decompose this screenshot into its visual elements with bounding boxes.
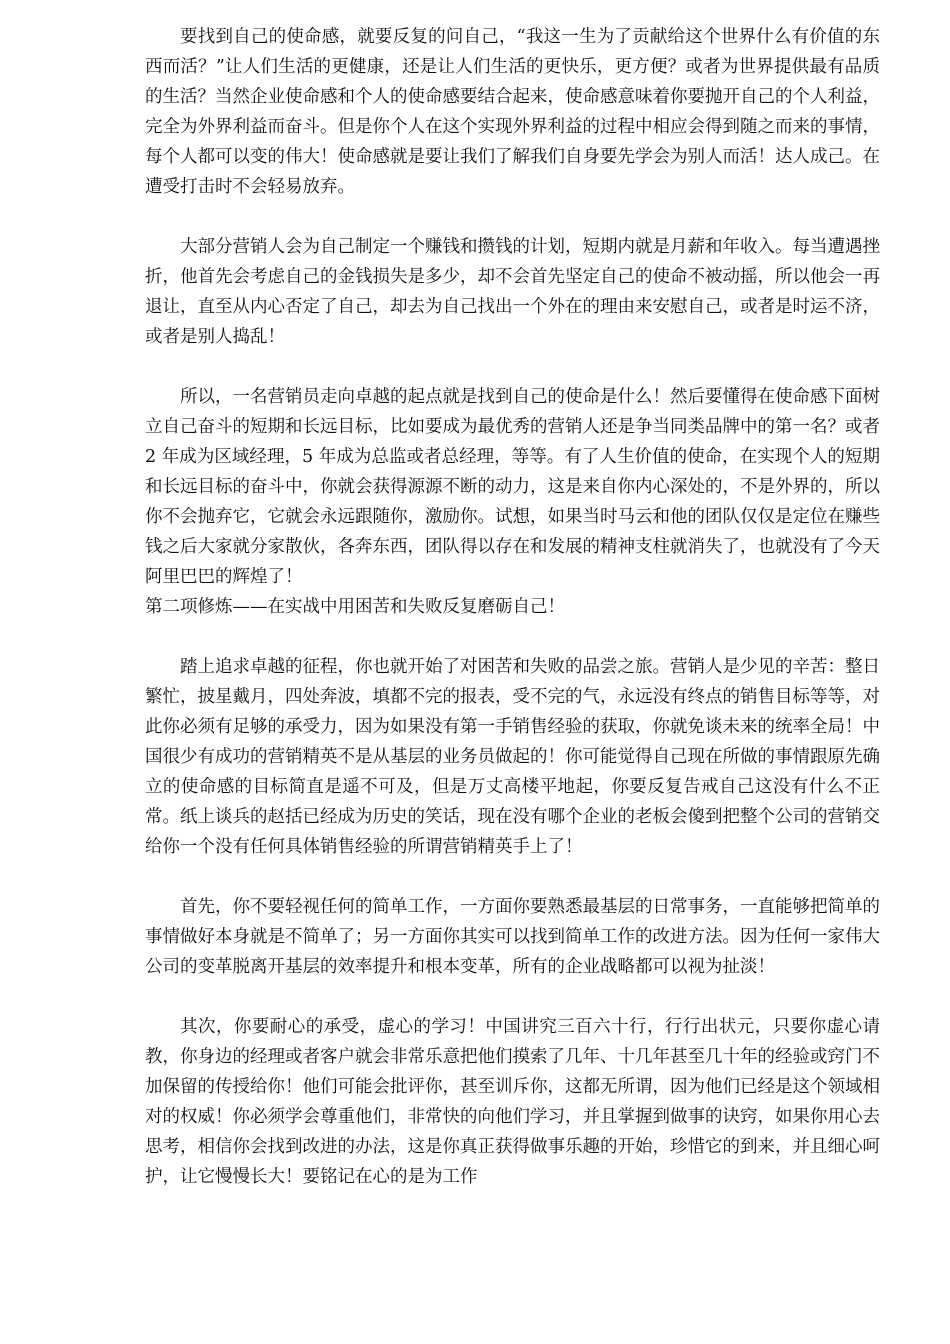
paragraph-money-plan: 大部分营销人会为自己制定一个赚钱和攒钱的计划，短期内就是月薪和年收入。每当遭遇挫折，他首先会考虑自己的金钱损失是多少，却不会首先坚定自己的使命不被动摇，所以他会一再退让，直至从内心否定了自己，却去为自己找出一个外在的理由来安慰自己，或者是时运不济，或者是别人捣乱！ <box>145 237 880 347</box>
paragraph-spacer <box>145 862 880 892</box>
paragraph-spacer <box>145 982 880 1012</box>
paragraph-starting-point: 所以，一名营销员走向卓越的起点就是找到自己的使命是什么！然后要懂得在使命感下面树立自己奋斗的短期和长远目标，比如要成为最优秀的营销人还是争当同类品牌中的第一名？或者 2 年成为区域经理，5 年成为总监或者总经理，等等。有了人生价值的使命，在实现个人的短期和长远目标的奋斗中，你就会获得源源不断的动力，这是来自你内心深处的，不是外界的，所以你不会抛弃它，它就会永远跟随你，激励你。试想，如果当时马云和他的团队仅仅是定位在赚些钱之后大家就分家散伙，各奔东西，团队得以存在和发展的精神支柱就消失了，也就没有了今天阿里巴巴的辉煌了！ <box>145 387 880 587</box>
paragraph-hardship: 踏上追求卓越的征程，你也就开始了对困苦和失败的品尝之旅。营销人是少见的辛苦：整日繁忙，披星戴月，四处奔波，填都不完的报表，受不完的气，永远没有终点的销售目标等等，对此你必须有足够的承受力，因为如果没有第一手销售经验的获取，你就免谈未来的统率全局！中国很少有成功的营销精英不是从基层的业务员做起的！你可能觉得自己现在所做的事情跟原先确立的使命感的目标简直是遥不可及，但是万丈高楼平地起，你要反复告戒自己这没有什么不正常。纸上谈兵的赵括已经成为历史的笑话，现在没有哪个企业的老板会傻到把整个公司的营销交给你一个没有任何具体销售经验的所谓营销精英手上了！ <box>145 657 880 857</box>
paragraph-first-simple-work: 首先，你不要轻视任何的简单工作，一方面你要熟悉最基层的日常事务，一直能够把简单的事情做好本身就是不简单了；另一方面你其实可以找到简单工作的改进方法。因为任何一家伟大公司的变革脱离开基层的效率提升和根本变革，所有的企业战略都可以视为扯淡！ <box>145 897 880 977</box>
section-heading: 第二项修炼——在实战中用困苦和失败反复磨砺自己！ <box>145 597 565 617</box>
document-body <box>145 22 880 1192</box>
paragraph-spacer <box>145 352 880 382</box>
paragraph-mission-sense: 要找到自己的使命感，就要反复的问自己，“我这一生为了贡献给这个世界什么有价值的东西而活？”让人们生活的更健康，还是让人们生活的更快乐，更方便？或者为世界提供最有品质的生活？当然企业使命感和个人的使命感要结合起来，使命感意味着你要抛开自己的个人利益，完全为外界利益而奋斗。但是你个人在这个实现外界利益的过程中相应会得到随之而来的事情，每个人都可以变的伟大！使命感就是要让我们了解我们自身要先学会为别人而活！达人成己。在遭受打击时不会轻易放弃。 <box>145 27 880 197</box>
paragraph-spacer <box>145 622 880 652</box>
paragraph-spacer <box>145 202 880 232</box>
paragraph-second-learning: 其次，你要耐心的承受，虚心的学习！中国讲究三百六十行，行行出状元，只要你虚心请教，你身边的经理或者客户就会非常乐意把他们摸索了几年、十几年甚至几十年的经验或窍门不加保留的传授给你！他们可能会批评你，甚至训斥你，这都无所谓，因为他们已经是这个领域相对的权威！你必须学会尊重他们，非常快的向他们学习，并且掌握到做事的诀窍，如果你用心去思考，相信你会找到改进的办法，这是你真正获得做事乐趣的开始，珍惜它的到来，并且细心呵护，让它慢慢长大！要铭记在心的是为工作 <box>145 1017 880 1187</box>
